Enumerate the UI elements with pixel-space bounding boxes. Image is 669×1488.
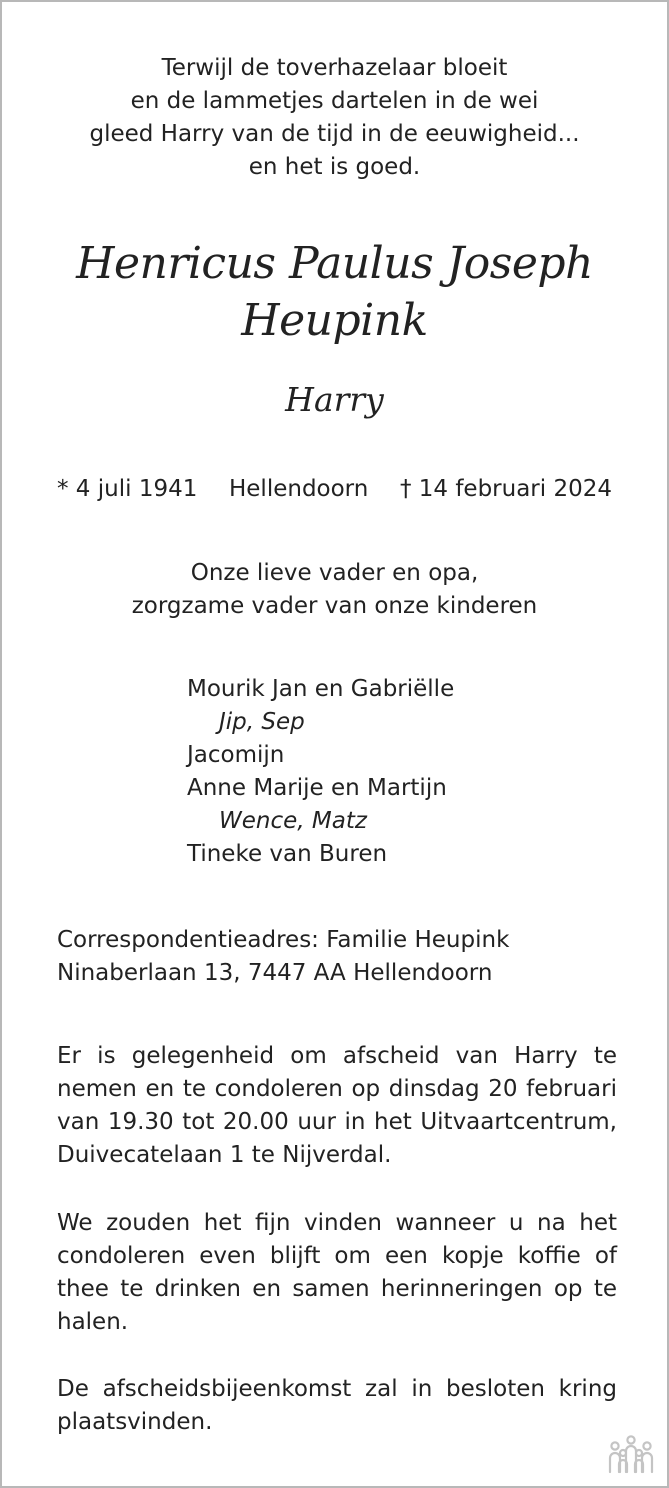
nickname: Harry	[285, 380, 384, 419]
family-member: Anne Marije en Martijn	[187, 775, 447, 801]
birth-date: * 4 juli 1941	[57, 476, 198, 502]
description-line: zorgzame vader van onze kinderen	[131, 593, 538, 619]
condolence-paragraph: Er is gelegenheid om afscheid van Harry te nemen en te condoleren op dinsdag 20 februari van 19.30 tot 20.00 uur in het Uitvaartcentrum, Duivecatelaan 1 te Nijverdal.	[57, 1043, 617, 1168]
life-dates	[57, 473, 612, 506]
family-member: Mourik Jan en Gabriëlle	[187, 676, 455, 702]
grandchildren: Wence, Matz	[219, 808, 367, 834]
description-line: Onze lieve vader en opa,	[190, 560, 479, 586]
address-line-2: Ninaberlaan 13, 7447 AA Hellendoorn	[57, 960, 493, 986]
poem	[2, 52, 667, 184]
family-list	[187, 673, 454, 871]
correspondence-address	[57, 924, 509, 990]
family-member: Tineke van Buren	[187, 841, 388, 867]
name-line-1: Henricus Paulus Joseph	[76, 238, 593, 289]
death-date: † 14 februari 2024	[399, 476, 612, 502]
family-member: Jacomijn	[187, 742, 285, 768]
relationship-description	[2, 557, 667, 623]
deceased-full-name	[2, 235, 667, 349]
poem-line: en het is goed.	[248, 154, 421, 180]
family-people-icon	[607, 1434, 655, 1474]
poem-line: gleed Harry van de tijd in de eeuwigheid...	[89, 121, 580, 147]
address-line-1: Correspondentieadres: Familie Heupink	[57, 927, 510, 953]
name-line-2: Heupink	[241, 295, 428, 346]
poem-line: Terwijl de toverhazelaar bloeit	[161, 55, 508, 81]
birth-place: Hellendoorn	[228, 476, 369, 502]
coffee-paragraph: We zouden het fijn vinden wanneer u na het condoleren even blijft om een kopje koffie of thee te drinken en samen herinneringen op te halen.	[57, 1210, 617, 1335]
grandchildren: Jip, Sep	[219, 709, 305, 735]
poem-line: en de lammetjes dartelen in de wei	[130, 88, 539, 114]
ceremony-paragraph: De afscheidsbijeenkomst zal in besloten kring plaatsvinden.	[57, 1376, 617, 1435]
